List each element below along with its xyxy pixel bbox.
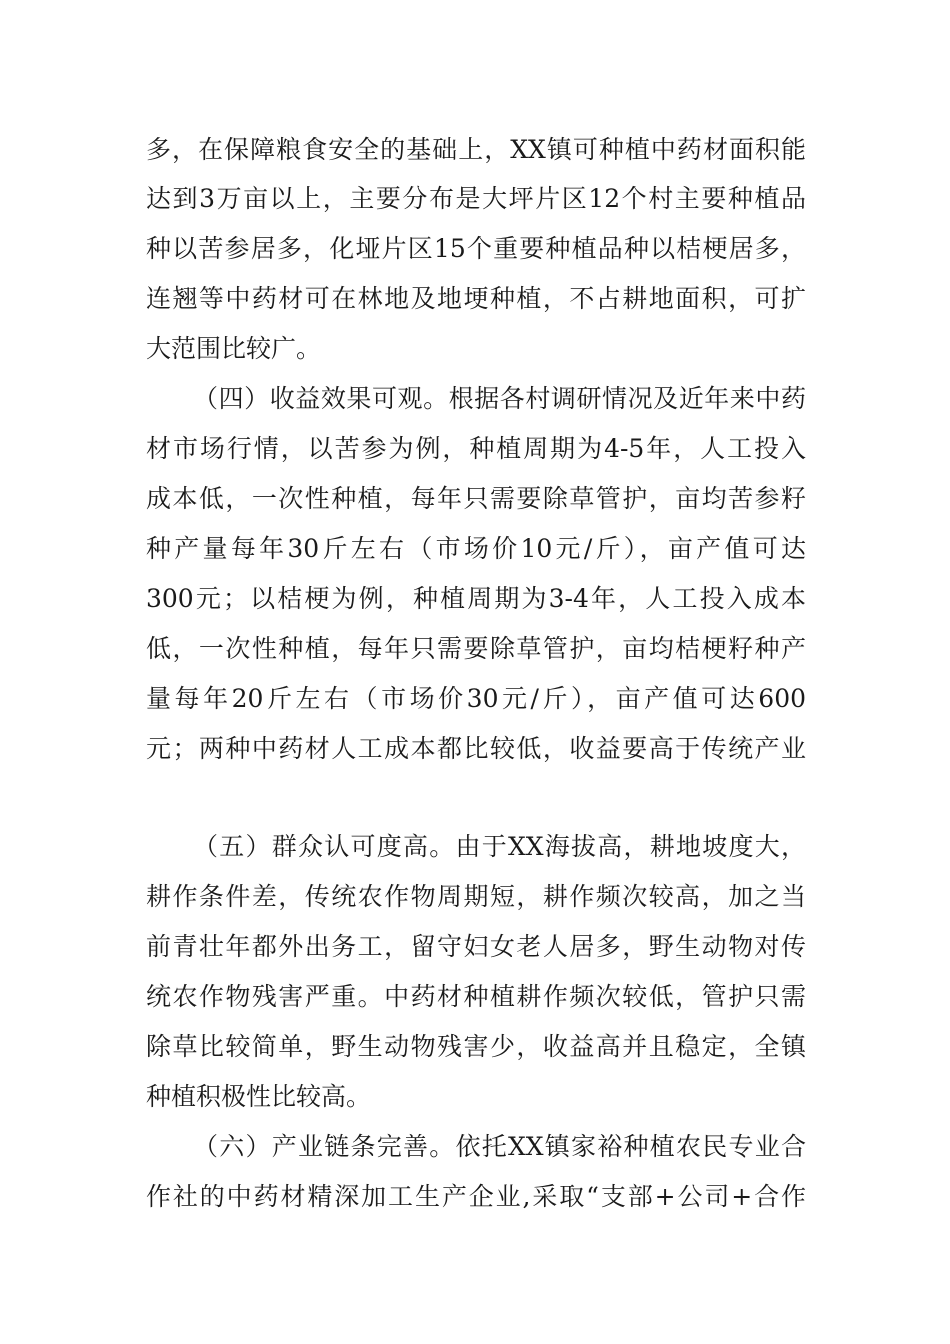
text-line: 元；两种中药材人工成本都比较低，收益要高于传统产业: [146, 734, 806, 763]
text-line: 连翘等中药材可在林地及地埂种植，不占耕地面积，可扩: [146, 284, 806, 313]
text-line: 材市场行情，以苦参为例，种植周期为4-5年，人工投入: [146, 434, 806, 463]
paragraph-heading-line: （四）收益效果可观。根据各村调研情况及近年来中药: [193, 384, 806, 413]
text-line: 统农作物残害严重。中药材种植耕作频次较低，管护只需: [146, 982, 806, 1011]
text-line: 达到3万亩以上，主要分布是大坪片区12个村主要种植品: [146, 184, 806, 213]
text-line: 种植积极性比较高。: [146, 1082, 372, 1111]
text-line: 除草比较简单，野生动物残害少，收益高并且稳定，全镇: [146, 1032, 806, 1061]
text-line: 作社的中药材精深加工生产企业,采取“支部+公司+合作: [146, 1182, 806, 1211]
text-line: 种产量每年30斤左右（市场价10元/斤），亩产值可达: [146, 534, 806, 563]
paragraph-heading-line: （五）群众认可度高。由于XX海拔高，耕地坡度大，: [193, 832, 806, 861]
text-line: 量每年20斤左右（市场价30元/斤），亩产值可达600: [146, 684, 806, 713]
text-line: 大范围比较广。: [146, 334, 322, 363]
text-line: 耕作条件差，传统农作物周期短，耕作频次较高，加之当: [146, 882, 806, 911]
text-line: 种以苦参居多，化垭片区15个重要种植品种以桔梗居多，: [146, 234, 806, 263]
text-line: 成本低，一次性种植，每年只需要除草管护，亩均苦参籽: [146, 484, 806, 513]
text-line: 前青壮年都外出务工，留守妇女老人居多，野生动物对传: [146, 932, 806, 961]
paragraph-heading-line: （六）产业链条完善。依托XX镇家裕种植农民专业合: [193, 1132, 806, 1161]
text-line: 300元；以桔梗为例，种植周期为3-4年，人工投入成本: [146, 584, 806, 613]
text-line: 多，在保障粮食安全的基础上，XX镇可种植中药材面积能: [146, 135, 806, 164]
text-line: 低，一次性种植，每年只需要除草管护，亩均桔梗籽种产: [146, 634, 806, 663]
